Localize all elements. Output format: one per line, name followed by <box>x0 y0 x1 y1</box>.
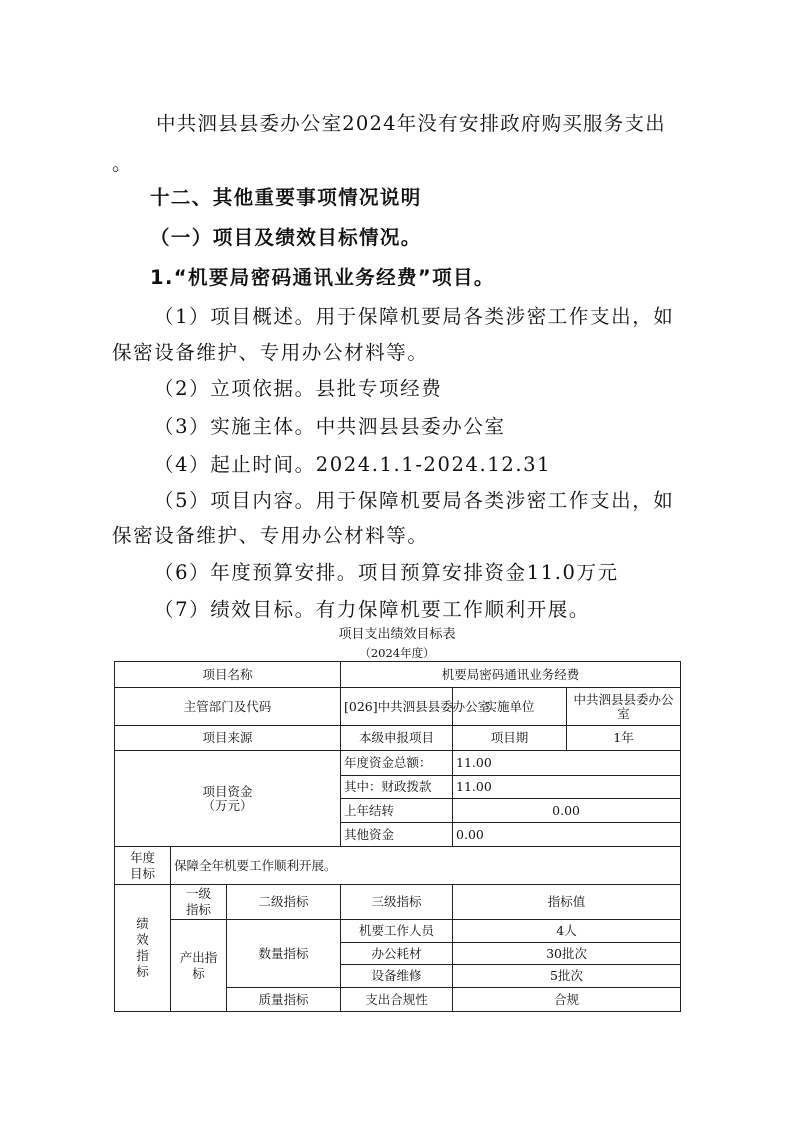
quantity-indicator-label: 数量指标 <box>227 920 341 988</box>
paragraph-no-procurement-end: 。 <box>112 152 134 175</box>
project-name-value: 机要局密码通讯业务经费 <box>341 662 681 688</box>
impl-unit-label: 实施单位 <box>453 688 567 726</box>
funds-row-value: 11.00 <box>453 751 681 776</box>
indicators-label: 绩效指标 <box>115 885 171 1012</box>
item-implementer: （3）实施主体。中共泗县县委办公室 <box>154 415 506 438</box>
source-value: 本级申报项目 <box>341 726 453 751</box>
funds-row-label: 其中：财政拨款 <box>341 776 453 799</box>
indicator-name: 办公耗材 <box>341 943 453 965</box>
indicator-value: 4人 <box>453 920 681 943</box>
project-name-label: 项目名称 <box>115 662 341 688</box>
paragraph-no-procurement: 中共泗县县委办公室2024年没有安排政府购买服务支出 <box>156 112 666 135</box>
dept-value: [026]中共泗县县委办公室 <box>341 688 453 726</box>
col-level3-header: 三级指标 <box>341 885 453 920</box>
period-label: 项目期 <box>453 726 567 751</box>
funds-row-label: 其他资金 <box>341 823 453 847</box>
funds-row-value: 11.00 <box>453 776 681 799</box>
item-period: （4）起止时间。2024.1.1-2024.12.31 <box>154 453 552 476</box>
table-year: （2024年度） <box>359 646 435 660</box>
indicator-name: 机要工作人员 <box>341 920 453 943</box>
item-budget: （6）年度预算安排。项目预算安排资金11.0万元 <box>154 561 619 584</box>
indicator-name: 设备维修 <box>341 965 453 988</box>
project-heading-1: 1.“机要局密码通讯业务经费”项目。 <box>150 266 495 289</box>
source-label: 项目来源 <box>115 726 341 751</box>
col-value-header: 指标值 <box>453 885 681 920</box>
table-title: 项目支出绩效目标表 <box>338 627 456 642</box>
quality-indicator-label: 质量指标 <box>227 988 341 1012</box>
item-overview-line2: 保密设备维护、专用办公材料等。 <box>112 341 429 364</box>
section-heading-12: 十二、其他重要事项情况说明 <box>150 186 422 209</box>
impl-unit-value: 中共泗县县委办公室 <box>567 688 681 726</box>
col-level1-header: 一级指标 <box>171 885 227 920</box>
item-overview-line1: （1）项目概述。用于保障机要局各类涉密工作支出，如 <box>154 305 675 328</box>
subsection-heading-1: （一）项目及绩效目标情况。 <box>150 226 422 249</box>
annual-goal-label: 年度目标 <box>115 847 171 885</box>
funds-row-value: 0.00 <box>453 799 681 823</box>
item-goal: （7）绩效目标。有力保障机要工作顺利开展。 <box>154 598 591 621</box>
performance-target-table <box>114 661 681 1012</box>
funds-row-label: 上年结转 <box>341 799 453 823</box>
annual-goal-value: 保障全年机要工作顺利开展。 <box>171 847 681 885</box>
indicator-value: 30批次 <box>453 943 681 965</box>
funds-row-label: 年度资金总额： <box>341 751 453 776</box>
item-content-line2: 保密设备维护、专用办公材料等。 <box>112 524 429 547</box>
indicator-value: 合规 <box>453 988 681 1012</box>
funds-label: 项目资金 （万元） <box>115 751 341 847</box>
indicator-name: 支出合规性 <box>341 988 453 1012</box>
output-indicator-label: 产出指标 <box>171 920 227 1012</box>
col-level2-header: 二级指标 <box>227 885 341 920</box>
funds-row-value: 0.00 <box>453 823 681 847</box>
item-basis: （2）立项依据。县批专项经费 <box>154 377 443 400</box>
period-value: 1年 <box>567 726 681 751</box>
item-content-line1: （5）项目内容。用于保障机要局各类涉密工作支出，如 <box>154 489 675 512</box>
indicator-value: 5批次 <box>453 965 681 988</box>
dept-label: 主管部门及代码 <box>115 688 341 726</box>
